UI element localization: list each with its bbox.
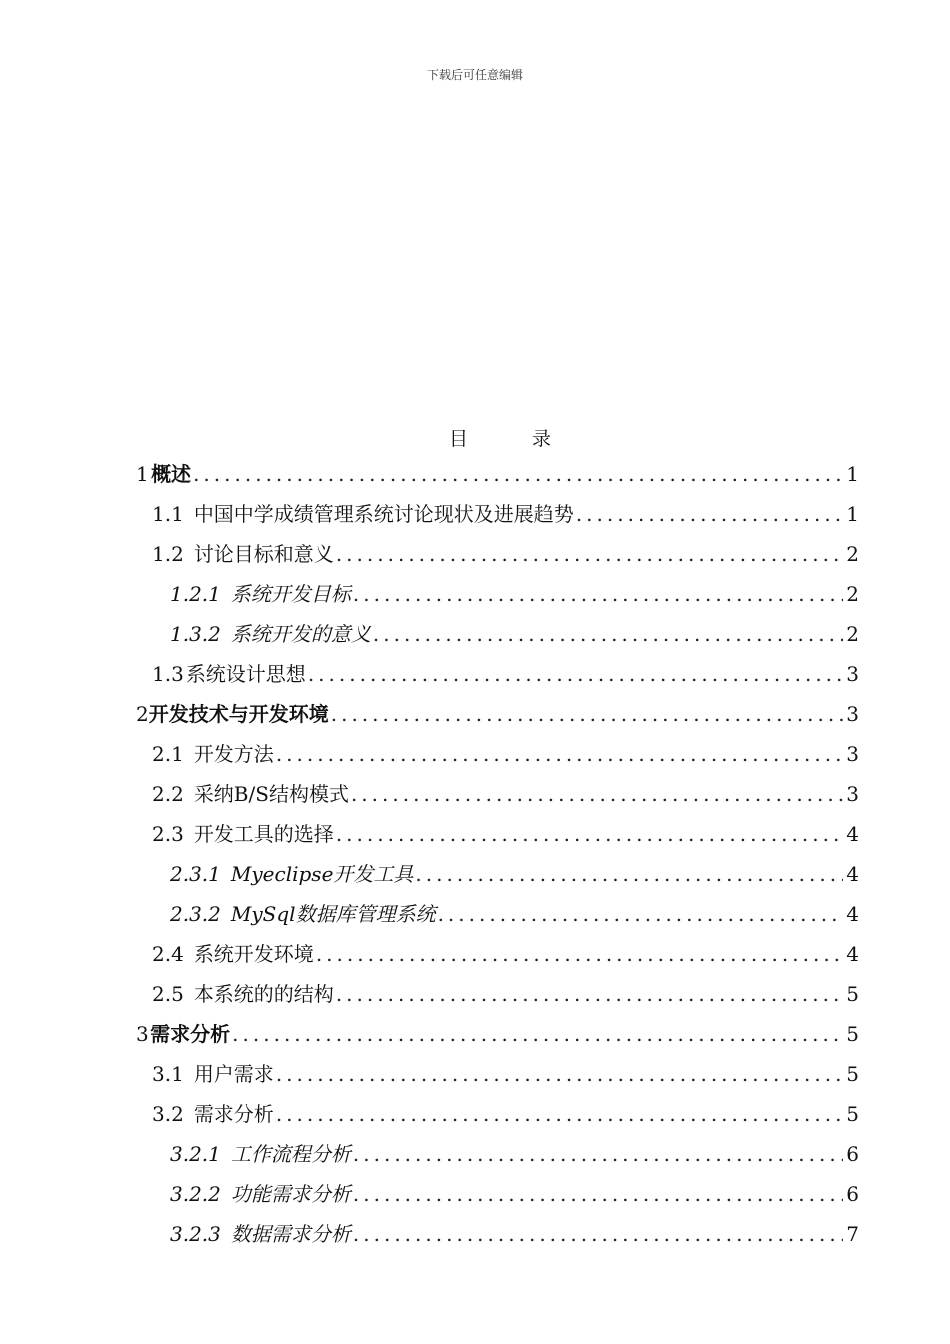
toc-entry[interactable] [152, 654, 859, 694]
toc-dot-leader [415, 854, 843, 894]
toc-entry[interactable] [170, 1174, 859, 1214]
toc-dot-leader [353, 574, 843, 614]
toc-dot-leader [373, 614, 843, 654]
toc-entry-number: 1 [136, 462, 149, 486]
toc-entry-number: 2.5 [152, 982, 184, 1006]
toc-entry-label: 工作流程分析 [230, 1142, 351, 1166]
toc-entry-label: 需求分析 [150, 1022, 231, 1046]
toc-entry-label: 本系统的的结构 [193, 982, 334, 1006]
toc-entry-page: 5 [846, 1102, 859, 1126]
toc-entry[interactable] [152, 1094, 859, 1134]
toc-entry[interactable] [136, 1014, 859, 1054]
toc-entry-number: 2.4 [152, 942, 184, 966]
toc-entry[interactable] [136, 694, 859, 734]
toc-entry-page: 3 [846, 742, 859, 766]
toc-entry[interactable] [170, 854, 859, 894]
toc-dot-leader [308, 654, 843, 694]
toc-entry[interactable] [170, 1214, 859, 1254]
toc-entry-label: 系统开发的意义 [230, 622, 371, 646]
toc-entry-label: Myeclipse开发工具 [230, 862, 414, 886]
toc-entry-number: 1.2 [152, 542, 184, 566]
toc-entry-number: 3.2.2 [170, 1182, 221, 1206]
toc-entry-page: 4 [846, 902, 859, 926]
toc-dot-leader [331, 694, 843, 734]
toc-entry-number: 1.2.1 [170, 582, 221, 606]
toc-entry[interactable] [170, 574, 859, 614]
toc-entry-label: 需求分析 [193, 1102, 274, 1126]
toc-entry-page: 1 [846, 502, 859, 526]
toc-entry-label: 数据需求分析 [230, 1222, 351, 1246]
toc-entry-page: 3 [846, 702, 859, 726]
toc-entry-number: 2.3.2 [170, 902, 221, 926]
toc-entry-label: 功能需求分析 [230, 1182, 351, 1206]
toc-entry-number: 2.3.1 [170, 862, 221, 886]
toc-entry-number: 1.3 [152, 662, 184, 686]
toc-dot-leader [193, 454, 843, 494]
toc-title [0, 424, 950, 451]
toc-entry-page: 4 [846, 822, 859, 846]
toc-entry[interactable] [170, 614, 859, 654]
toc-dot-leader [351, 774, 843, 814]
toc-entry[interactable] [136, 454, 859, 494]
toc-dot-leader [438, 894, 843, 934]
toc-entry[interactable] [152, 934, 859, 974]
toc-dot-leader [276, 1054, 843, 1094]
toc-entry-page: 4 [846, 942, 859, 966]
toc-entry-page: 5 [846, 982, 859, 1006]
toc-dot-leader [336, 534, 843, 574]
toc-entry[interactable] [152, 734, 859, 774]
toc-entry[interactable] [152, 1054, 859, 1094]
toc-entry-number: 2.2 [152, 782, 184, 806]
toc-entry-page: 3 [846, 782, 859, 806]
toc-entry-page: 5 [846, 1022, 859, 1046]
toc-dot-leader [576, 494, 843, 534]
header-watermark: 下载后可任意编辑 [426, 68, 523, 82]
toc-entry-number: 1.3.2 [170, 622, 221, 646]
toc-entry-label: 系统设计思想 [185, 662, 306, 686]
toc-entry[interactable] [152, 974, 859, 1014]
toc-entry[interactable] [152, 814, 859, 854]
toc-entry-label: 用户需求 [193, 1062, 274, 1086]
toc-entry-number: 3.2 [152, 1102, 184, 1126]
toc-entry-number: 3.1 [152, 1062, 184, 1086]
toc-dot-leader [353, 1214, 843, 1254]
toc-entry[interactable] [152, 534, 859, 574]
toc-entry-page: 7 [846, 1222, 859, 1246]
toc-dot-leader [353, 1174, 843, 1214]
toc-dot-leader [276, 734, 843, 774]
toc-entry-page: 3 [846, 662, 859, 686]
toc-entry-label: 系统开发环境 [193, 942, 314, 966]
toc-entry-number: 2.1 [152, 742, 184, 766]
toc-entry-label: 开发方法 [193, 742, 274, 766]
toc-entry[interactable] [152, 774, 859, 814]
toc-entry-label: 采纳B/S结构模式 [193, 782, 349, 806]
toc-title-char-1: 目 [448, 428, 500, 450]
toc-entry-page: 6 [846, 1142, 859, 1166]
toc-dot-leader [353, 1134, 843, 1174]
toc-entry-page: 5 [846, 1062, 859, 1086]
toc-entry-label: 开发工具的选择 [193, 822, 334, 846]
toc-entry-number: 3.2.3 [170, 1222, 221, 1246]
toc-dot-leader [276, 1094, 843, 1134]
toc-entry-page: 6 [846, 1182, 859, 1206]
toc-entry-page: 2 [846, 622, 859, 646]
toc-entry[interactable] [170, 1134, 859, 1174]
toc-dot-leader [336, 814, 843, 854]
toc-dot-leader [336, 974, 843, 1014]
toc-dot-leader [316, 934, 843, 974]
toc-entry-number: 3 [136, 1022, 149, 1046]
toc-entry-number: 2 [136, 702, 149, 726]
toc-entry-page: 2 [846, 582, 859, 606]
toc-entry-label: 系统开发目标 [230, 582, 351, 606]
toc-entry-page: 1 [846, 462, 859, 486]
toc-entry-label: 开发技术与开发环境 [148, 702, 329, 726]
toc-title-char-2: 录 [532, 428, 584, 450]
toc-entry-number: 2.3 [152, 822, 184, 846]
toc-dot-leader [232, 1014, 843, 1054]
toc-entry[interactable] [152, 494, 859, 534]
toc-entry-page: 4 [846, 862, 859, 886]
toc-entry-label: 中国中学成绩管理系统讨论现状及进展趋势 [193, 502, 574, 526]
toc-entry-page: 2 [846, 542, 859, 566]
toc-entry-number: 3.2.1 [170, 1142, 221, 1166]
toc-entry-number: 1.1 [152, 502, 184, 526]
toc-entry-label: 概述 [151, 462, 192, 486]
toc-entry-label: MySql数据库管理系统 [230, 902, 436, 926]
toc-entry-label: 讨论目标和意义 [193, 542, 334, 566]
toc-entry[interactable] [170, 894, 859, 934]
